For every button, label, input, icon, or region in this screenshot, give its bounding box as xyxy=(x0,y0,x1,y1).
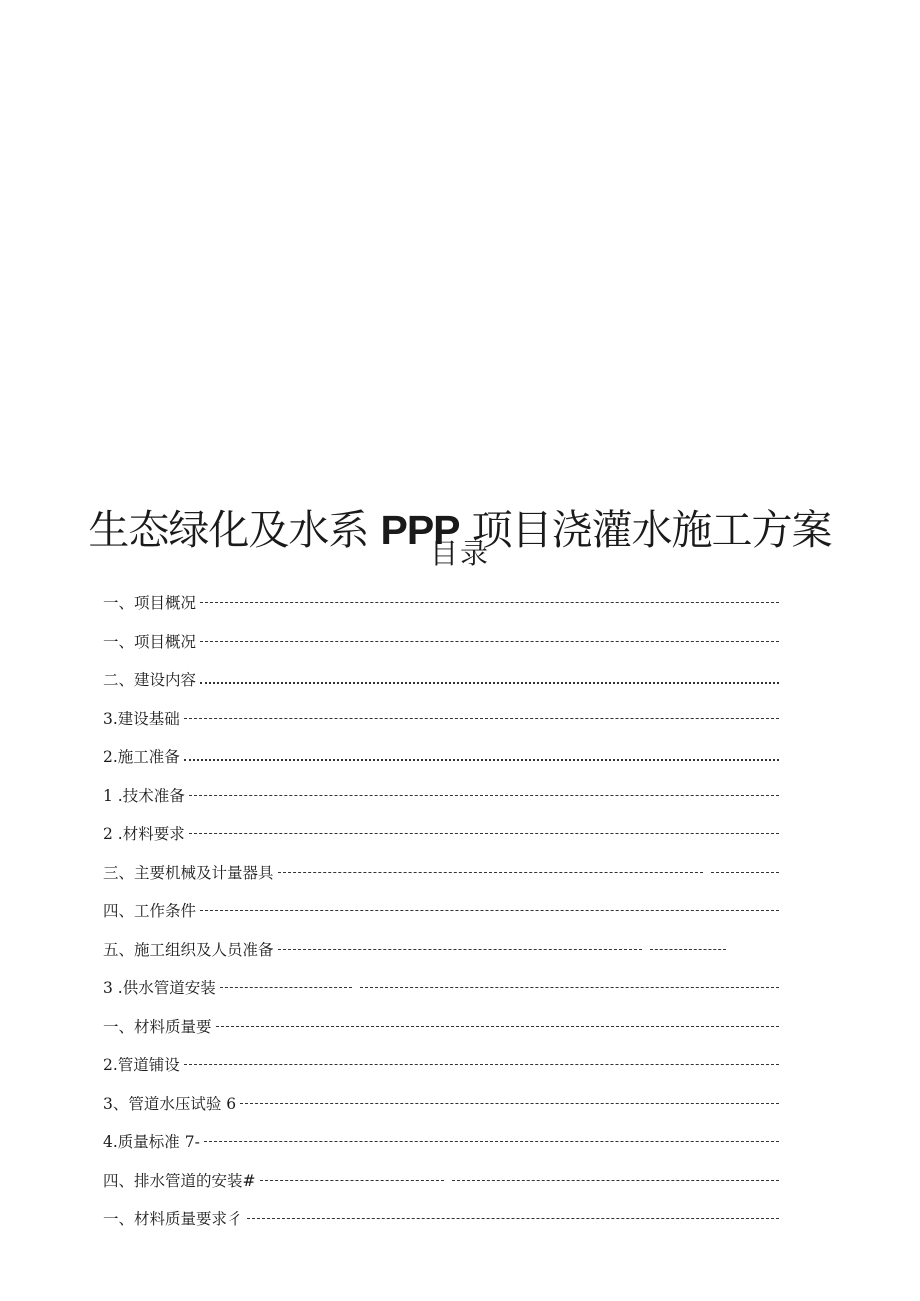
toc-leader xyxy=(260,1180,444,1182)
toc-item[interactable] xyxy=(103,1161,779,1200)
toc-item-label: 一、材料质量要求彳 xyxy=(103,1210,243,1229)
toc-leader xyxy=(240,1103,779,1105)
toc-item[interactable] xyxy=(103,699,779,738)
toc-leader xyxy=(278,949,642,951)
toc-leader xyxy=(184,1064,779,1066)
toc-item[interactable] xyxy=(103,853,779,892)
toc-item-label: 四、排水管道的安装# xyxy=(103,1171,256,1190)
toc-leader xyxy=(200,641,779,643)
title-latin: PPP xyxy=(380,507,460,554)
toc-leader xyxy=(200,910,779,912)
toc-leader xyxy=(452,1180,780,1182)
toc-item-label: 四、工作条件 xyxy=(103,902,197,921)
toc-item[interactable] xyxy=(103,1122,779,1161)
toc-item[interactable] xyxy=(103,1045,779,1084)
table-of-contents xyxy=(103,583,779,1238)
toc-item-label: 4.质量标准 7- xyxy=(103,1133,200,1152)
toc-item[interactable] xyxy=(103,1084,779,1123)
toc-leader xyxy=(216,1026,779,1028)
toc-item[interactable] xyxy=(103,930,779,969)
toc-item-label: 3、管道水压试验 6 xyxy=(103,1094,237,1113)
toc-item[interactable] xyxy=(103,968,779,1007)
toc-item[interactable] xyxy=(103,583,779,622)
toc-leader xyxy=(189,795,779,797)
toc-leader xyxy=(200,682,779,685)
toc-leader xyxy=(184,759,779,762)
toc-leader xyxy=(650,949,726,951)
toc-item[interactable] xyxy=(103,1199,779,1238)
toc-item-label: 1 .技术准备 xyxy=(103,786,185,805)
toc-item[interactable] xyxy=(103,891,779,930)
toc-item-label: 2 .材料要求 xyxy=(103,825,185,844)
toc-leader xyxy=(360,987,779,989)
toc-leader xyxy=(247,1218,779,1220)
toc-leader xyxy=(278,872,703,874)
toc-item-label: 五、施工组织及人员准备 xyxy=(103,940,274,959)
toc-leader xyxy=(184,718,779,720)
toc-item-label: 一、项目概况 xyxy=(103,594,197,613)
toc-heading: 目录 xyxy=(429,537,490,570)
toc-item[interactable] xyxy=(103,814,779,853)
toc-item[interactable] xyxy=(103,776,779,815)
toc-item-label: 二、建设内容 xyxy=(103,671,197,690)
toc-item-label: 3 .供水管道安装 xyxy=(103,979,216,998)
toc-item[interactable] xyxy=(103,660,779,699)
toc-leader xyxy=(711,872,779,874)
toc-leader xyxy=(204,1141,779,1143)
toc-leader xyxy=(189,833,779,835)
toc-item-label: 三、主要机械及计量器具 xyxy=(103,863,274,882)
toc-item-label: 3.建设基础 xyxy=(103,709,180,728)
toc-item[interactable] xyxy=(103,622,779,661)
toc-item-label: 2.管道铺设 xyxy=(103,1056,180,1075)
toc-leader xyxy=(200,602,779,604)
toc-item[interactable] xyxy=(103,737,779,776)
toc-leader xyxy=(220,987,352,989)
toc-item-label: 2.施工准备 xyxy=(103,748,180,767)
title-suffix: 项目浇灌水施工方案 xyxy=(471,506,832,555)
title-prefix: 生态绿化及水系 xyxy=(88,506,369,555)
toc-item-label: 一、项目概况 xyxy=(103,632,197,651)
toc-item-label: 一、材料质量要 xyxy=(103,1017,212,1036)
toc-item[interactable] xyxy=(103,1007,779,1046)
